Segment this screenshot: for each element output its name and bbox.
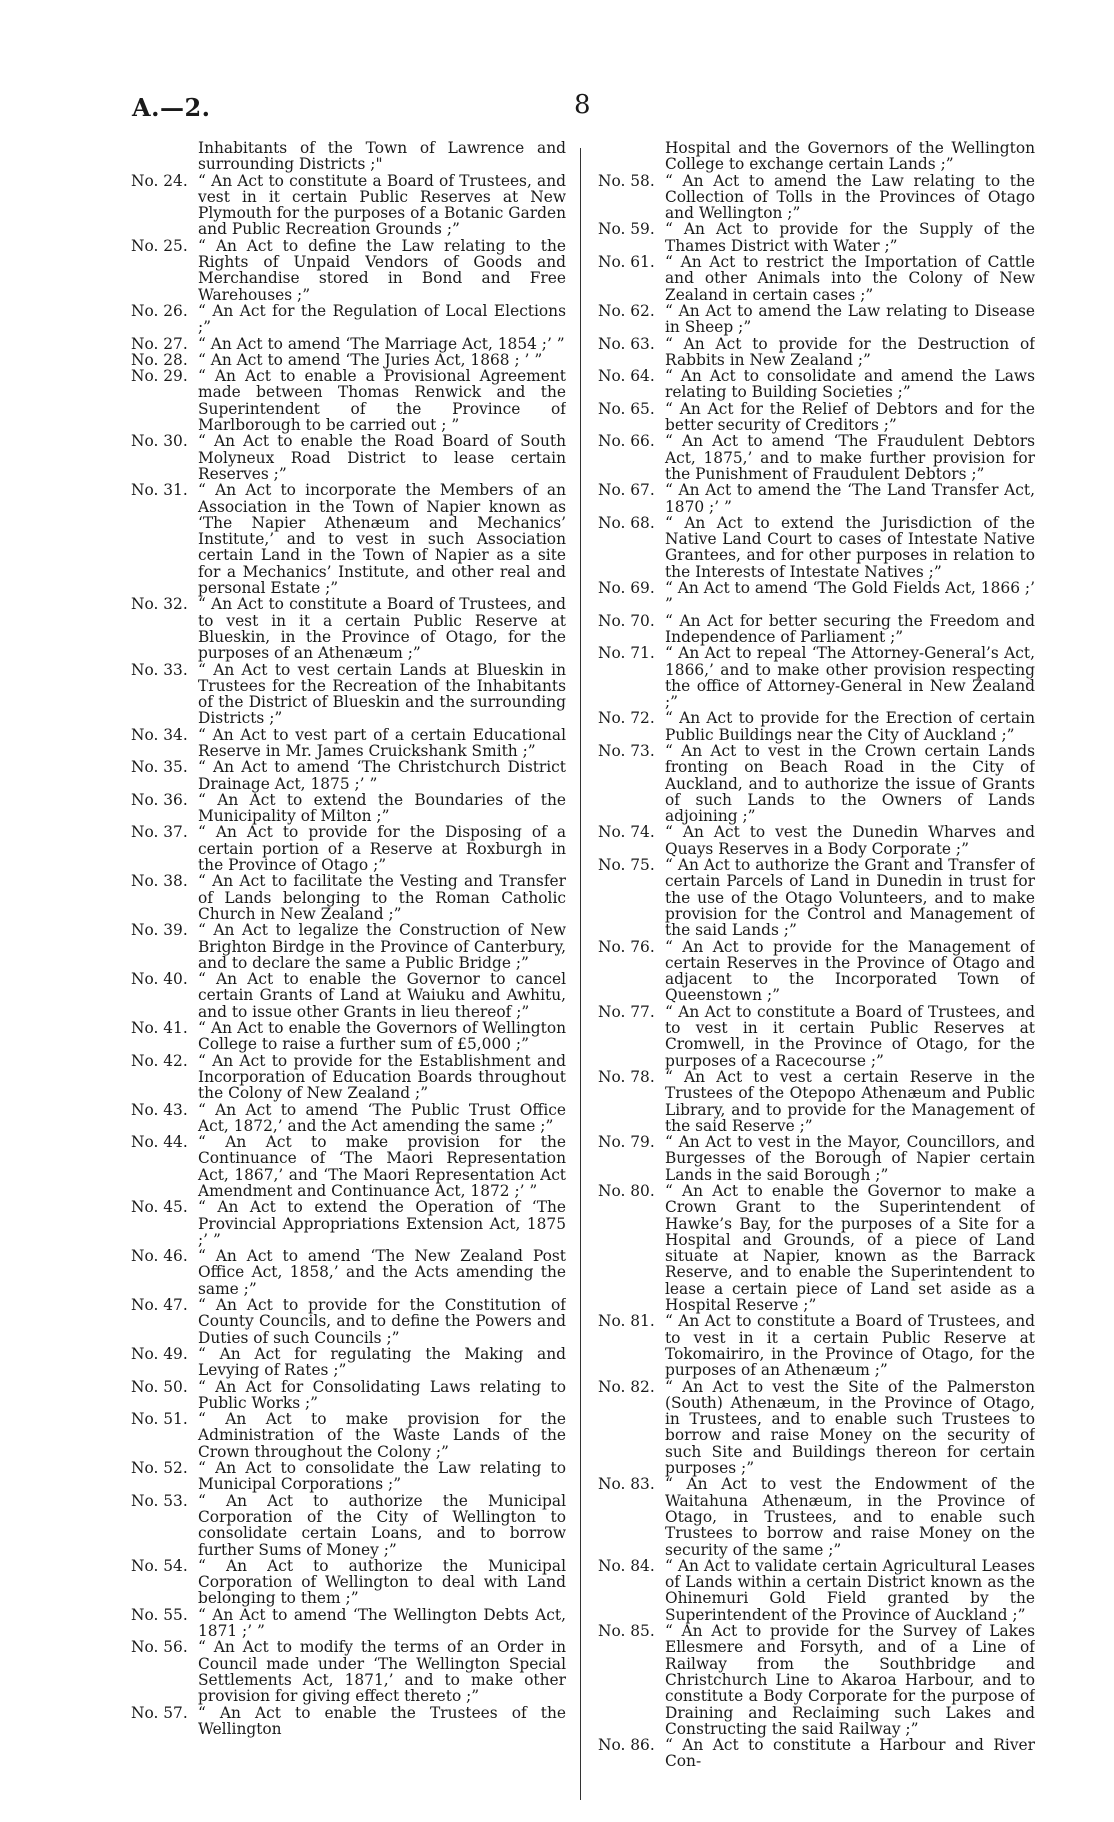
act-entry [593, 173, 1035, 222]
act-entry [126, 1346, 566, 1379]
act-number: No. 68. [598, 513, 655, 532]
act-title: “ An Act to amend ‘The Gold Fields Act, 1866 ;’ ” [665, 579, 1035, 614]
act-number: No. 86. [598, 1736, 655, 1755]
act-entry [126, 1411, 566, 1460]
act-entry [593, 401, 1035, 434]
act-entry [126, 873, 566, 922]
act-number: No. 81. [598, 1312, 655, 1331]
act-title: “ An Act for the Relief of Debtors and for the better security of Creditors ;” [665, 399, 1035, 435]
act-entry [126, 368, 566, 433]
act-number: No. 45. [131, 1198, 188, 1217]
act-entry [126, 727, 566, 760]
act-title: “ An Act to restrict the Importation of Cattle and other Animals into the Colony of New Zealand in certain cases ;” [665, 253, 1035, 304]
act-entry [593, 580, 1035, 613]
act-title: “ An Act to provide for the Erection of certain Public Buildings near the City of Auckland ;” [665, 709, 1035, 744]
act-entry [126, 1297, 566, 1346]
act-title: “ An Act to amend ‘The Public Trust Office Act, 1872,’ and the Act amending the same ;” [198, 1100, 566, 1135]
act-entry [126, 1102, 566, 1135]
act-title: “ An Act for regulating the Making and Levying of Rates ;” [198, 1344, 566, 1380]
act-title: “ An Act to amend the ‘The Land Transfer Act, 1870 ;’ ” [665, 481, 1035, 516]
act-entry [126, 1493, 566, 1558]
act-title: “ An Act to vest in the Mayor, Councillors, and Burgesses of the Borough of Napier certain Lands in the said Borough ;” [665, 1133, 1035, 1184]
act-number: No. 66. [598, 432, 655, 451]
act-title: “ An Act to vest certain Lands at Blueskin in Trustees for the Recreation of the Inhabitants of the District of Blueskin and the surrounding Districts ;” [198, 660, 566, 728]
act-title: “ An Act to enable the Road Board of South Molyneux Road District to lease certain Reserves ;” [198, 432, 566, 483]
act-title: “ An Act to validate certain Agricultural Leases of Lands within a certain District known as the Ohinemuri Gold Field granted by the Superintendent of the Province of Auckland ;” [665, 1556, 1035, 1624]
act-number: No. 51. [131, 1410, 188, 1429]
act-title: “ An Act to provide for the Survey of Lakes Ellesmere and Forsyth, and of a Line of Railway from the Southbridge and Christchurch Line to Akaroa Harbour, and to constitute a Body Corporate for the purpose of Draining and Reclaiming such Lakes and Constructing the said Railway ;” [665, 1622, 1035, 1738]
act-title: “ An Act to extend the Boundaries of the Municipality of Milton ;” [198, 790, 566, 826]
act-title: “ An Act to make provision for the Continuance of ‘The Maori Representation Act, 1867,’ and ‘The Maori Representation Act Amendment and Continuance Act, 1872 ;’ ” [198, 1133, 566, 1200]
act-entry [593, 857, 1035, 938]
act-number: No. 72. [598, 709, 655, 728]
column-divider [580, 148, 581, 1800]
act-number: No. 34. [131, 725, 188, 744]
act-number: No. 61. [598, 253, 655, 272]
act-number: No. 75. [598, 856, 655, 875]
act-title: “ An Act to make provision for the Administration of the Waste Lands of the Crown throughout the Colony ;” [198, 1410, 566, 1461]
act-number: No. 85. [598, 1622, 655, 1641]
act-title: “ An Act for the Regulation of Local Elections ;” [198, 301, 566, 337]
act-title: “ An Act to amend the Law relating to Disease in Sheep ;” [665, 301, 1035, 337]
act-title: “ An Act to amend ‘The New Zealand Post Office Act, 1858,’ and the Acts amending the same ;” [198, 1247, 566, 1298]
act-number: No. 33. [131, 660, 188, 679]
act-number: No. 36. [131, 790, 188, 809]
left-column [126, 140, 566, 1805]
act-entry [593, 515, 1035, 580]
act-entry [593, 743, 1035, 824]
act-entry [126, 1053, 566, 1102]
entry-text: Hospital and the Governors of the Wellington College to exchange certain Lands ;” [665, 140, 1035, 174]
act-entry [126, 1248, 566, 1297]
act-entry [126, 824, 566, 873]
act-title: “ An Act to provide for the Destruction of Rabbits in New Zealand ;” [665, 334, 1035, 369]
act-title: “ An Act to enable the Governor to cancel certain Grants of Land at Waiuku and Awhitu, and to issue other Grants in lieu thereof ;” [198, 970, 566, 1021]
act-title: “ An Act to amend ‘The Wellington Debts Act, 1871 ;’ ” [198, 1605, 566, 1641]
act-title: “ An Act to enable the Governors of Wellington College to raise a further sum of £5,000 ;” [198, 1019, 566, 1054]
act-number: No. 70. [598, 611, 655, 630]
act-entry [593, 1183, 1035, 1313]
act-number: No. 52. [131, 1459, 188, 1478]
act-entry [126, 1134, 566, 1199]
act-title: “ An Act to enable the Governor to make a Crown Grant to the Superintendent of Hawke’s Bay, for the purposes of a Site for a Hospital and Grounds, of a piece of Land situate at Napier, known as the Barrack Reserve, and to enable the Superintendent to lease a certain piece of Land set aside as a Hospital Reserve ;” [665, 1182, 1035, 1315]
act-entry [593, 1737, 1035, 1770]
act-number: No. 49. [131, 1344, 188, 1363]
act-title: “ An Act to provide for the Constitution of County Councils, and to define the Powers and Duties of such Councils ;” [198, 1296, 566, 1347]
act-number: No. 27. [131, 334, 188, 353]
act-title: “ An Act to vest in the Crown certain Lands fronting on Beach Road in the City of Auckland, and to authorize the issue of Grants of such Lands to the Owners of Lands adjoining ;” [665, 741, 1035, 826]
act-entry [593, 336, 1035, 369]
act-entry [126, 971, 566, 1020]
act-title: “ An Act to constitute a Board of Trustees, and vest in it certain Public Reserves at New Plymouth for the purposes of a Botanic Garden and Public Recreation Grounds ;” [198, 171, 566, 239]
act-title: “ An Act to constitute a Board of Trustees, and to vest in it certain Public Reserves at Cromwell, in the Province of Otago, for the purposes of a Racecourse ;” [665, 1002, 1035, 1070]
act-number: No. 29. [131, 367, 188, 386]
act-number: No. 73. [598, 741, 655, 760]
act-entry [126, 1379, 566, 1412]
act-title: “ An Act to constitute a Board of Trustees, and to vest in it a certain Public Reserve at Tokomairiro, in the Province of Otago, for the purposes of an Athenæum ;” [665, 1312, 1035, 1380]
act-title: “ An Act to provide for the Establishment and Incorporation of Education Boards throughout the Colony of New Zealand ;” [198, 1051, 566, 1103]
act-entry [126, 482, 566, 596]
act-title: “ An Act to extend the Jurisdiction of the Native Land Court to cases of Intestate Native Grantees, and for other purposes in relation to the Interests of Intestate Natives ;” [665, 513, 1035, 581]
act-number: No. 55. [131, 1605, 188, 1624]
act-entry [126, 1460, 566, 1493]
act-title: “ An Act to authorize the Municipal Corporation of Wellington to deal with Land belonging to them ;” [198, 1556, 566, 1608]
act-entry [593, 1379, 1035, 1477]
act-entry [126, 1639, 566, 1704]
act-title: “ An Act to enable the Trustees of the Wellington [198, 1703, 566, 1738]
act-title: “ An Act to provide for the Disposing of a certain portion of a Reserve at Roxburgh in the Province of Otago ;” [198, 823, 566, 875]
act-entry [593, 1069, 1035, 1134]
act-number: No. 31. [131, 481, 188, 500]
act-number: No. 63. [598, 334, 655, 353]
act-number: No. 43. [131, 1100, 188, 1119]
act-entry [593, 824, 1035, 857]
act-title: “ An Act to amend ‘The Fraudulent Debtors Act, 1875,’ and to make further provision for the Punishment of Fraudulent Debtors ;” [665, 432, 1035, 483]
act-number: No. 47. [131, 1296, 188, 1315]
act-number: No. 44. [131, 1133, 188, 1152]
act-entry [593, 368, 1035, 401]
act-entry [126, 759, 566, 792]
act-entry [126, 336, 566, 352]
act-entry [126, 433, 566, 482]
act-entry [126, 922, 566, 971]
act-entry [593, 254, 1035, 303]
act-number: No. 30. [131, 432, 188, 451]
page-reference: A.—2. [132, 93, 211, 122]
act-title: “ An Act to provide for the Management of certain Reserves in the Province of Otago and adjacent to the Incorporated Town of Queenstown ;” [665, 937, 1035, 1005]
act-number: No. 42. [131, 1051, 188, 1070]
act-number: No. 35. [131, 758, 188, 777]
act-title: “ An Act to authorize the Municipal Corporation of the City of Wellington to consolidate certain Loans, and to borrow further Sums of Money ;” [198, 1491, 566, 1559]
act-title: “ An Act to vest a certain Reserve in the Trustees of the Otepopo Athenæum and Public Library, and to provide for the Management of the said Reserve ;” [665, 1067, 1035, 1135]
act-entry [593, 613, 1035, 646]
act-title: “ An Act to amend the Law relating to the Collection of Tolls in the Provinces of Otago and Wellington ;” [665, 171, 1035, 223]
act-title: “ An Act to incorporate the Members of an Association in the Town of Napier known as ‘The Napier Athenæum and Mechanics’ Institute,’ and to vest in such Association certain Land in the Town of Napier as a site for a Mechanics’ Institute, and other real and personal Estate ;” [198, 481, 566, 598]
act-entry [126, 238, 566, 303]
act-title: “ An Act to provide for the Supply of the Thames District with Water ;” [665, 220, 1035, 255]
act-number: No. 26. [131, 301, 188, 320]
act-entry [126, 173, 566, 238]
act-title: “ An Act to vest the Site of the Palmerston (South) Athenæum, in the Province of Otago, in Trustees, and to enable such Trustees to borrow and raise Money on the security of such Site and Buildings thereon for certain purposes ;” [665, 1377, 1035, 1478]
act-title: “ An Act to legalize the Construction of New Brighton Birdge in the Province of Canterbury, and to declare the same a Public Bridge ;” [198, 921, 566, 972]
act-entry [126, 1020, 566, 1053]
act-entry [593, 221, 1035, 254]
act-title: “ An Act for better securing the Freedom and Independence of Parliament ;” [665, 611, 1035, 646]
act-number: No. 37. [131, 823, 188, 842]
act-entry [126, 792, 566, 825]
act-number: No. 53. [131, 1491, 188, 1510]
act-entry [593, 1558, 1035, 1623]
continuation-text [126, 140, 566, 173]
act-title: “ An Act to facilitate the Vesting and Transfer of Lands belonging to the Roman Catholic Church in New Zealand ;” [198, 872, 566, 923]
act-entry [593, 645, 1035, 710]
act-entry [126, 662, 566, 727]
act-number: No. 82. [598, 1377, 655, 1396]
act-title: “ An Act to constitute a Harbour and River Con- [665, 1736, 1035, 1771]
act-number: No. 24. [131, 171, 188, 190]
act-entry [126, 1705, 566, 1738]
act-entry [593, 433, 1035, 482]
act-number: No. 38. [131, 872, 188, 891]
act-entry [593, 1476, 1035, 1557]
act-number: No. 84. [598, 1556, 655, 1575]
act-number: No. 67. [598, 481, 655, 500]
act-number: No. 65. [598, 399, 655, 418]
act-number: No. 28. [131, 350, 188, 369]
act-title: “ An Act for Consolidating Laws relating to Public Works ;” [198, 1377, 566, 1412]
act-entry [593, 303, 1035, 336]
act-number: No. 57. [131, 1703, 188, 1722]
page-header [0, 0, 1114, 140]
page-number: 8 [574, 90, 591, 120]
act-number: No. 54. [131, 1556, 188, 1575]
act-entry [126, 1558, 566, 1607]
act-title: “ An Act to constitute a Board of Trustees, and to vest in it a certain Public Reserve at Blueskin, in the Province of Otago, for the purposes of an Athenæum ;” [198, 595, 566, 663]
act-title: “ An Act to enable a Provisional Agreement made between Thomas Renwick and the Superintendent of the Province of Marlborough to be carried out ; ” [198, 367, 566, 435]
act-entry [593, 1313, 1035, 1378]
act-number: No. 46. [131, 1247, 188, 1266]
act-number: No. 83. [598, 1475, 655, 1494]
act-number: No. 25. [131, 236, 188, 255]
act-number: No. 74. [598, 823, 655, 842]
act-entry [593, 482, 1035, 515]
act-title: “ An Act to vest the Endowment of the Waitahuna Athenæum, in the Province of Otago, in Trustees, and to enable such Trustees to borrow and raise Money on the security of the same ;” [665, 1475, 1035, 1559]
act-number: No. 39. [131, 921, 188, 940]
act-number: No. 58. [598, 171, 655, 190]
act-number: No. 77. [598, 1002, 655, 1021]
right-column [593, 140, 1035, 1805]
act-number: No. 78. [598, 1067, 655, 1086]
act-number: No. 79. [598, 1133, 655, 1152]
act-entry [593, 939, 1035, 1004]
act-title: “ An Act to extend the Operation of ‘The Provincial Appropriations Extension Act, 1875 ;’ ” [198, 1198, 566, 1249]
act-title: “ An Act to amend ‘The Juries Act, 1868 ; ’ ” [198, 350, 543, 369]
act-number: No. 41. [131, 1019, 188, 1038]
entry-text: Inhabitants of the Town of Lawrence and surrounding Districts ;" [198, 140, 566, 174]
act-number: No. 62. [598, 301, 655, 320]
act-entry [126, 1607, 566, 1640]
act-number: No. 69. [598, 579, 655, 598]
act-title: “ An Act to amend ‘The Marriage Act, 1854 ;’ ” [198, 334, 565, 353]
act-title: “ An Act to consolidate the Law relating to Municipal Corporations ;” [198, 1459, 566, 1494]
act-title: “ An Act to vest part of a certain Educational Reserve in Mr. James Cruickshank Smith ;” [198, 725, 566, 760]
act-title: “ An Act to consolidate and amend the Laws relating to Building Societies ;” [665, 367, 1035, 402]
act-number: No. 71. [598, 644, 655, 663]
act-number: No. 80. [598, 1182, 655, 1200]
act-entry [593, 1004, 1035, 1069]
act-title: “ An Act to define the Law relating to the Rights of Unpaid Vendors of Goods and Merchandise stored in Bond and Free Warehouses ;” [198, 236, 566, 304]
act-title: “ An Act to modify the terms of an Order in Council made under ‘The Wellington Special Settlements Act, 1871,’ and to make other provision for giving effect thereto ;” [198, 1638, 566, 1706]
act-entry [593, 710, 1035, 743]
act-entry [126, 303, 566, 336]
act-title: “ An Act to repeal ‘The Attorney-General’s Act, 1866,’ and to make other provision respecting the office of Attorney-General in New Zealand ;” [665, 644, 1035, 712]
act-title: “ An Act to authorize the Grant and Transfer of certain Parcels of Land in Dunedin in trust for the use of the Otago Volunteers, and to make provision for the Control and Management of the said Lands ;” [665, 856, 1035, 940]
act-number: No. 56. [131, 1638, 188, 1657]
act-number: No. 32. [131, 595, 188, 614]
act-title: “ An Act to amend ‘The Christchurch District Drainage Act, 1875 ;’ ” [198, 758, 566, 793]
act-entry [593, 1623, 1035, 1737]
continuation-text [593, 140, 1035, 173]
act-number: No. 50. [131, 1377, 188, 1396]
act-entry [126, 1199, 566, 1248]
act-title: “ An Act to vest the Dunedin Wharves and Quays Reserves in a Body Corporate ;” [665, 823, 1035, 858]
act-entry [593, 1134, 1035, 1183]
act-number: No. 40. [131, 970, 188, 989]
act-entry [126, 352, 566, 368]
act-number: No. 59. [598, 220, 655, 239]
act-number: No. 76. [598, 937, 655, 956]
act-entry [126, 596, 566, 661]
act-number: No. 64. [598, 367, 655, 386]
